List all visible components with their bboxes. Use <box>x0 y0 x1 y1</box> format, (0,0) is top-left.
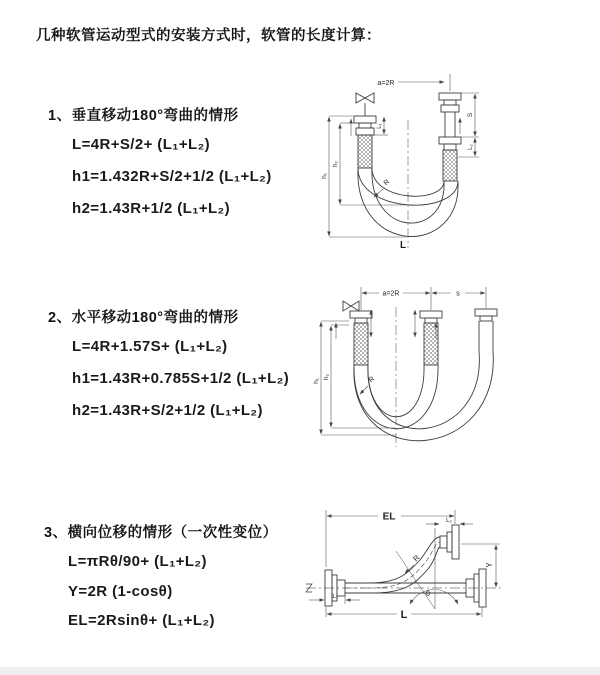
hose-s-curve <box>345 537 440 593</box>
dim-label-y: Y <box>485 562 494 568</box>
dim-label-theta: θ <box>425 589 431 598</box>
dim-label-l1: L₁ <box>377 123 383 129</box>
dim-label-h1: h₁ <box>321 173 328 179</box>
section3-formula-L: L=πRθ/90+ (L₁+L₂) <box>68 553 207 570</box>
section1-formula-h1: h1=1.432R+S/2+1/2 (L₁+L₂) <box>72 168 272 185</box>
scan-edge <box>0 667 600 675</box>
dim-label-h2: h₂ <box>332 160 339 168</box>
moved-fitting <box>475 309 497 351</box>
dim-label-h2: h₂ <box>323 373 330 381</box>
diagram-horizontal-180-bend <box>303 281 593 466</box>
dim-label-l: L <box>400 609 408 621</box>
section2-formula-L: L=4R+1.57S+ (L₁+L₂) <box>72 338 228 355</box>
valve-icon <box>343 301 359 311</box>
section1-heading: 1、垂直移动180°弯曲的情形 <box>48 108 239 124</box>
dim-label-s: S <box>467 112 474 118</box>
section2-formula-h1: h1=1.43R+0.785S+1/2 (L₁+L₂) <box>72 370 290 387</box>
valve-icon <box>356 93 374 116</box>
dim-label-el: EL <box>382 511 396 523</box>
dim-label-r: R <box>367 375 377 385</box>
displaced-flange <box>440 525 459 559</box>
braid-section <box>358 135 372 168</box>
page-title: 几种软管运动型式的安装方式时，软管的长度计算： <box>36 28 381 44</box>
section1-formula-L: L=4R+S/2+ (L₁+L₂) <box>72 136 211 153</box>
dim-label-l1: L₁ <box>332 594 338 600</box>
left-fitting <box>350 311 372 365</box>
braid-section <box>443 150 457 181</box>
section1-formula-h2: h2=1.43R+1/2 (L₁+L₂) <box>72 200 231 217</box>
left-fitting <box>354 116 376 168</box>
braid-section <box>354 323 368 365</box>
section3-formula-Y: Y=2R (1-cosθ) <box>68 583 173 600</box>
diagram-lateral-displacement <box>298 503 598 658</box>
dim-label-a2r: a=2R <box>382 290 400 298</box>
dim-label-l2: L₂ <box>468 144 474 150</box>
dim-label-l: L <box>399 240 407 251</box>
section3-heading: 3、横向位移的情形（一次性变位） <box>44 525 278 541</box>
dim-label-r: R <box>382 178 392 188</box>
dim-label-l2: L₂ <box>446 518 452 524</box>
dimension-labels <box>332 512 494 622</box>
dim-label-s: s <box>456 290 460 298</box>
diagram-vertical-180-bend <box>308 66 593 266</box>
middle-fitting <box>420 311 442 365</box>
section2-heading: 2、水平移动180°弯曲的情形 <box>48 310 239 326</box>
right-fitting <box>439 93 461 181</box>
dim-label-a2r: a=2R <box>377 80 395 87</box>
section2-formula-h2: h2=1.43R+S/2+1/2 (L₁+L₂) <box>72 402 263 419</box>
section3-formula-EL: EL=2Rsinθ+ (L₁+L₂) <box>68 612 215 629</box>
dim-label-h1: h₁ <box>313 378 320 384</box>
dim-label-r: R <box>411 553 422 564</box>
